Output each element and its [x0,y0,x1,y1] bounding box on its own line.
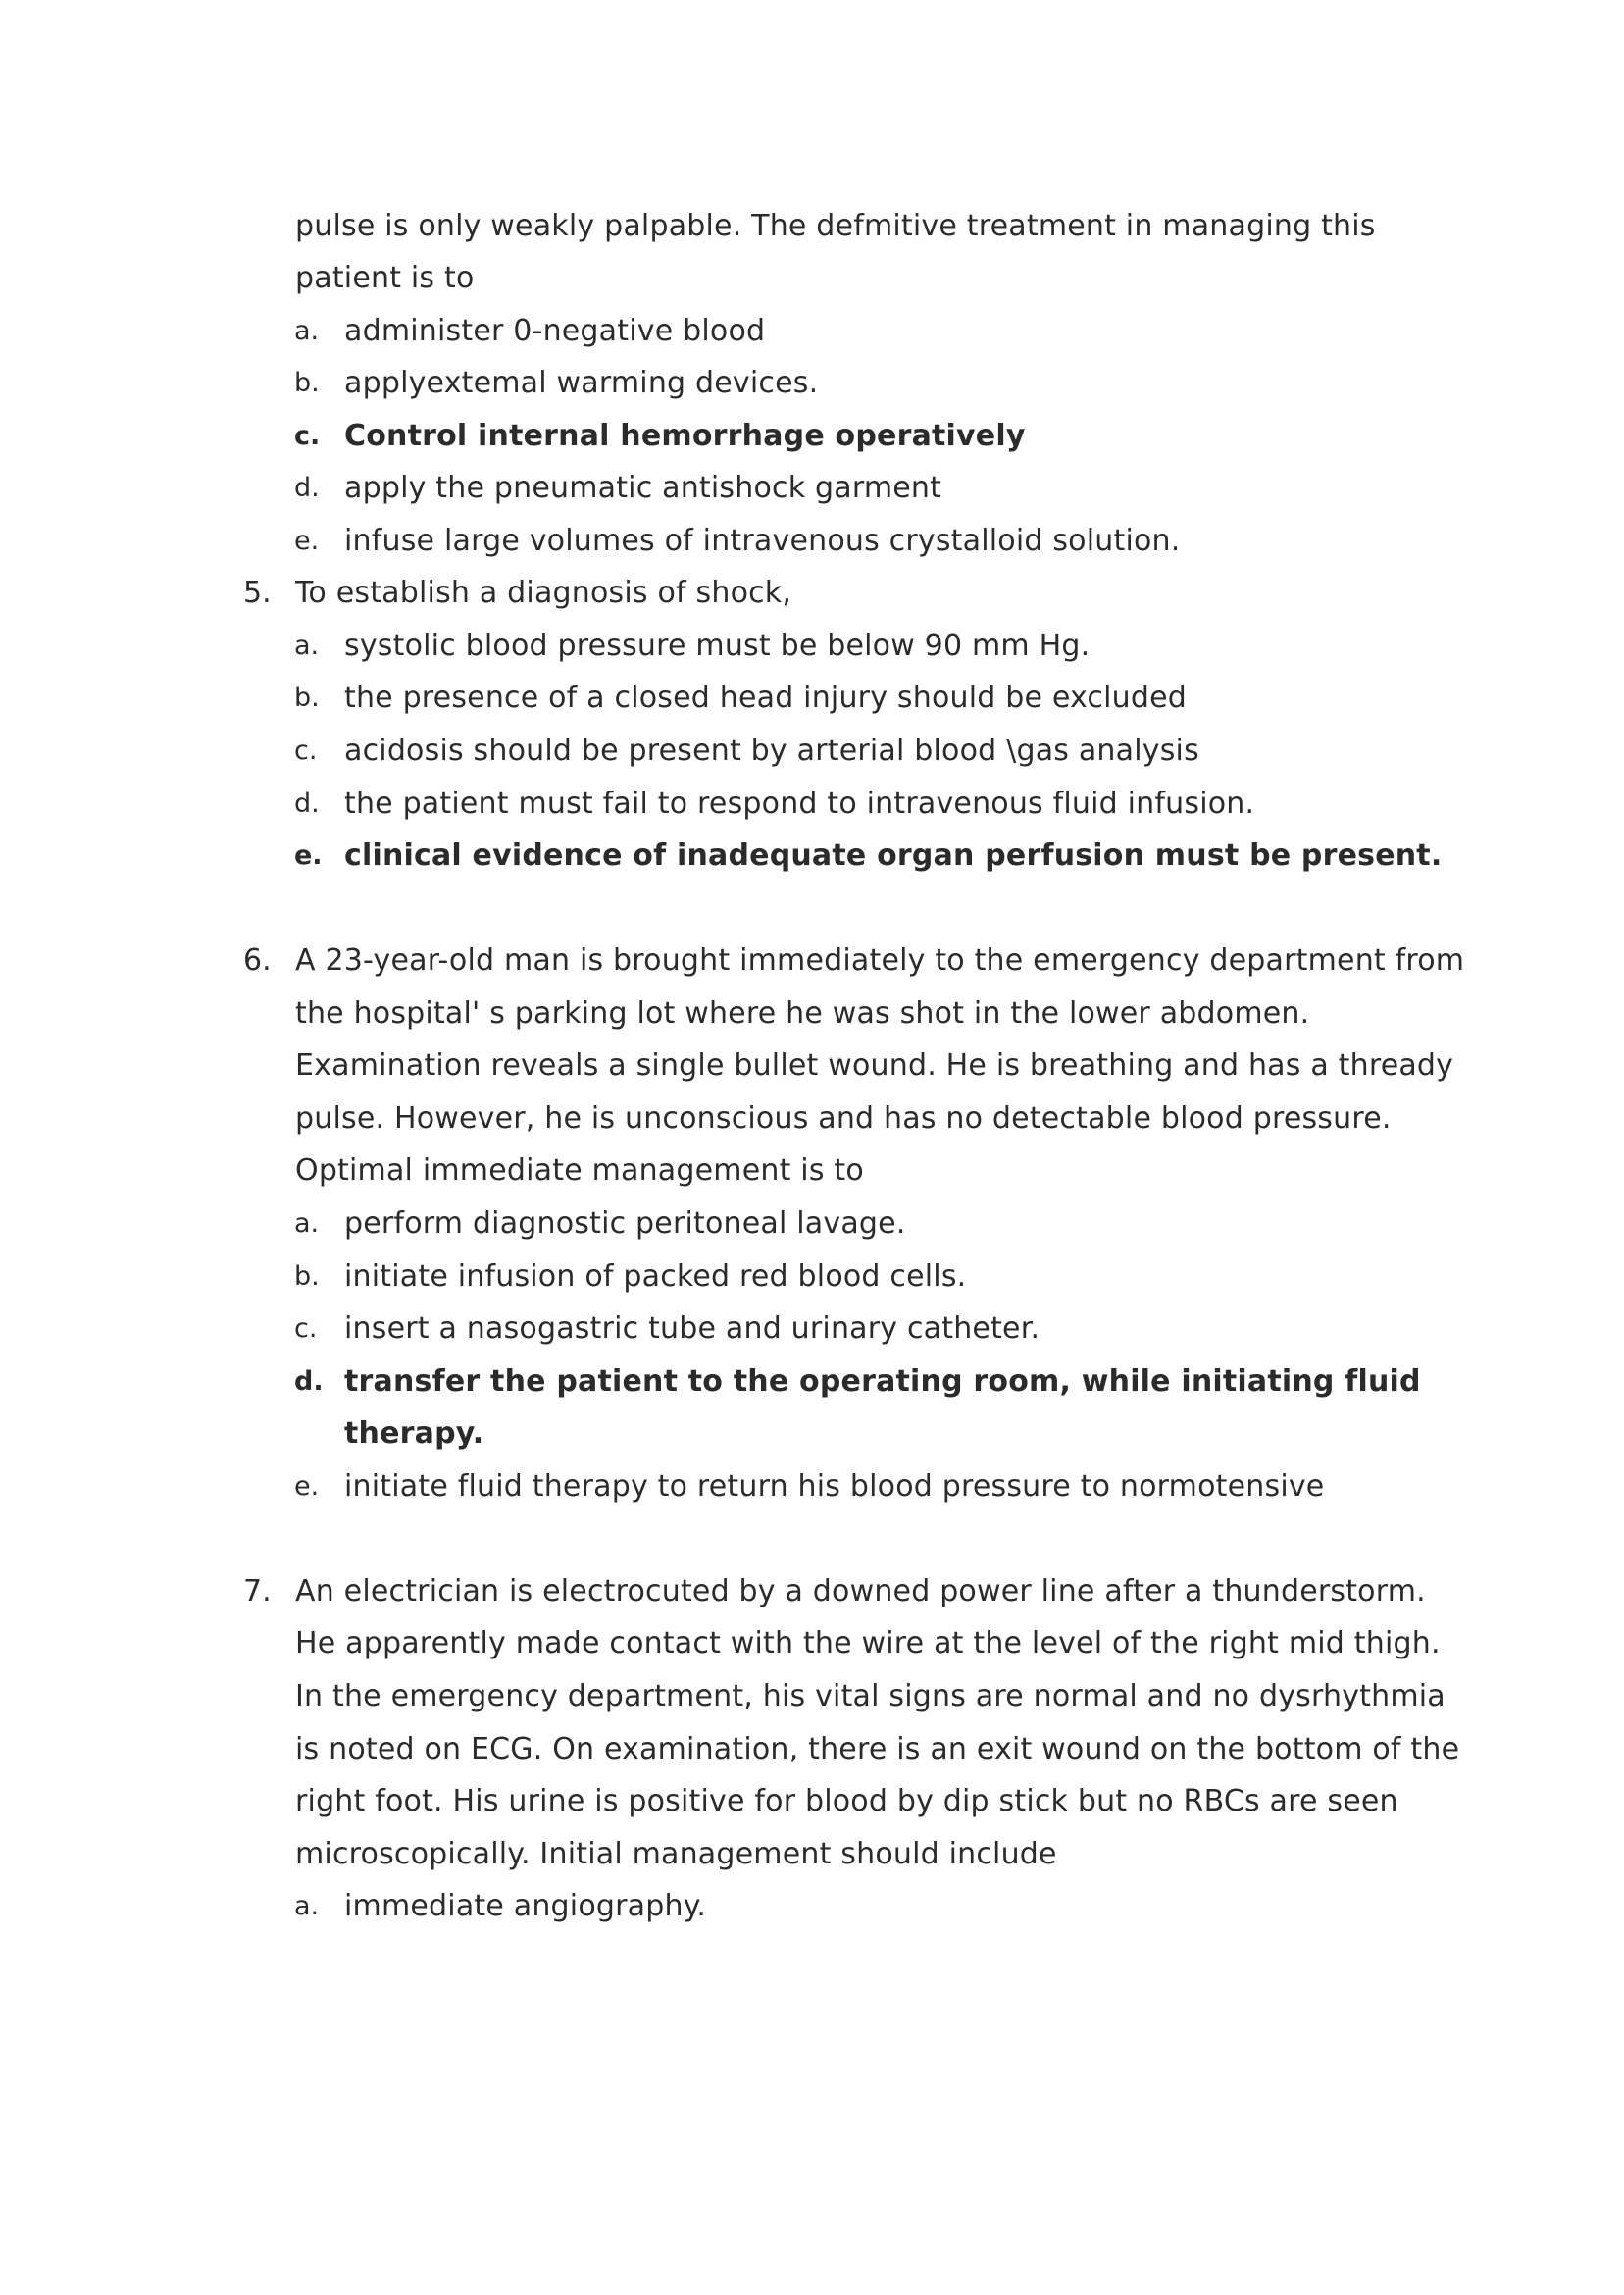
option-text: initiate fluid therapy to return his blood pressure to normotensive [344,1469,1325,1504]
question-stem-line: right foot. His urine is positive for blood by dip stick but no RBCs are seen [295,1784,1398,1818]
question-stem-line: To establish a diagnosis of shock, [295,576,792,610]
option-letter-correct: c. [294,421,321,451]
option-text: the presence of a closed head injury should be excluded [344,681,1188,715]
option-text: initiate infusion of packed red blood cells. [344,1259,967,1294]
option-text-correct: clinical evidence of inadequate organ perfusion must be present. [344,839,1443,873]
option-letter: c. [294,736,318,766]
option-text: immediate angiography. [344,1889,707,1923]
question-stem-line: A 23-year-old man is brought immediately to the emergency department from [295,944,1465,978]
question-stem-line: An electrician is electrocuted by a downed power line after a thunderstorm. [295,1574,1426,1608]
question-stem-line: Optimal immediate management is to [295,1153,864,1188]
question-stem-line: pulse. However, he is unconscious and has no detectable blood pressure. [295,1101,1392,1136]
question-stem-line: In the emergency department, his vital signs are normal and no dysrhythmia [295,1679,1446,1713]
option-text-correct: Control internal hemorrhage operatively [344,419,1026,453]
option-letter: b. [294,1261,320,1292]
option-letter: d. [294,473,320,503]
option-letter: b. [294,368,320,398]
option-text: acidosis should be present by arterial blood \gas analysis [344,734,1199,768]
option-letter: a. [294,1208,320,1239]
option-text-correct-continuation: therapy. [344,1416,484,1451]
question-number: 6. [243,944,272,978]
option-text: perform diagnostic peritoneal lavage. [344,1206,906,1241]
option-text: apply the pneumatic antishock garment [344,471,942,505]
option-letter: b. [294,683,320,713]
option-letter: e. [294,1471,320,1502]
option-letter: d. [294,789,320,819]
option-letter: a. [294,1891,320,1921]
question-stem-line: the hospital' s parking lot where he was shot in the lower abdomen. [295,996,1310,1031]
option-text: administer 0-negative blood [344,314,766,348]
question-stem-line: pulse is only weakly palpable. The defmitive treatment in managing this [295,209,1376,243]
option-text: applyextemal warming devices. [344,366,819,400]
question-stem-line: patient is to [295,261,475,295]
option-text: the patient must fail to respond to intravenous fluid infusion. [344,787,1255,821]
option-letter-correct: d. [294,1366,324,1397]
option-text: systolic blood pressure must be below 90 mm Hg. [344,629,1091,663]
option-text: insert a nasogastric tube and urinary catheter. [344,1311,1040,1346]
question-stem-line: He apparently made contact with the wire at the level of the right mid thigh. [295,1626,1441,1660]
option-letter: a. [294,316,320,346]
option-text-correct: transfer the patient to the operating room, while initiating fluid [344,1364,1421,1399]
option-letter: c. [294,1313,318,1344]
question-number: 7. [243,1574,272,1608]
option-letter: e. [294,526,320,556]
question-stem-line: is noted on ECG. On examination, there is an exit wound on the bottom of the [295,1732,1460,1766]
option-text: infuse large volumes of intravenous crystalloid solution. [344,524,1181,558]
option-letter-correct: e. [294,841,323,871]
question-stem-line: microscopically. Initial management should include [295,1837,1057,1871]
question-number: 5. [243,576,272,610]
question-stem-line: Examination reveals a single bullet wound. He is breathing and has a thready [295,1048,1454,1083]
option-letter: a. [294,631,320,661]
